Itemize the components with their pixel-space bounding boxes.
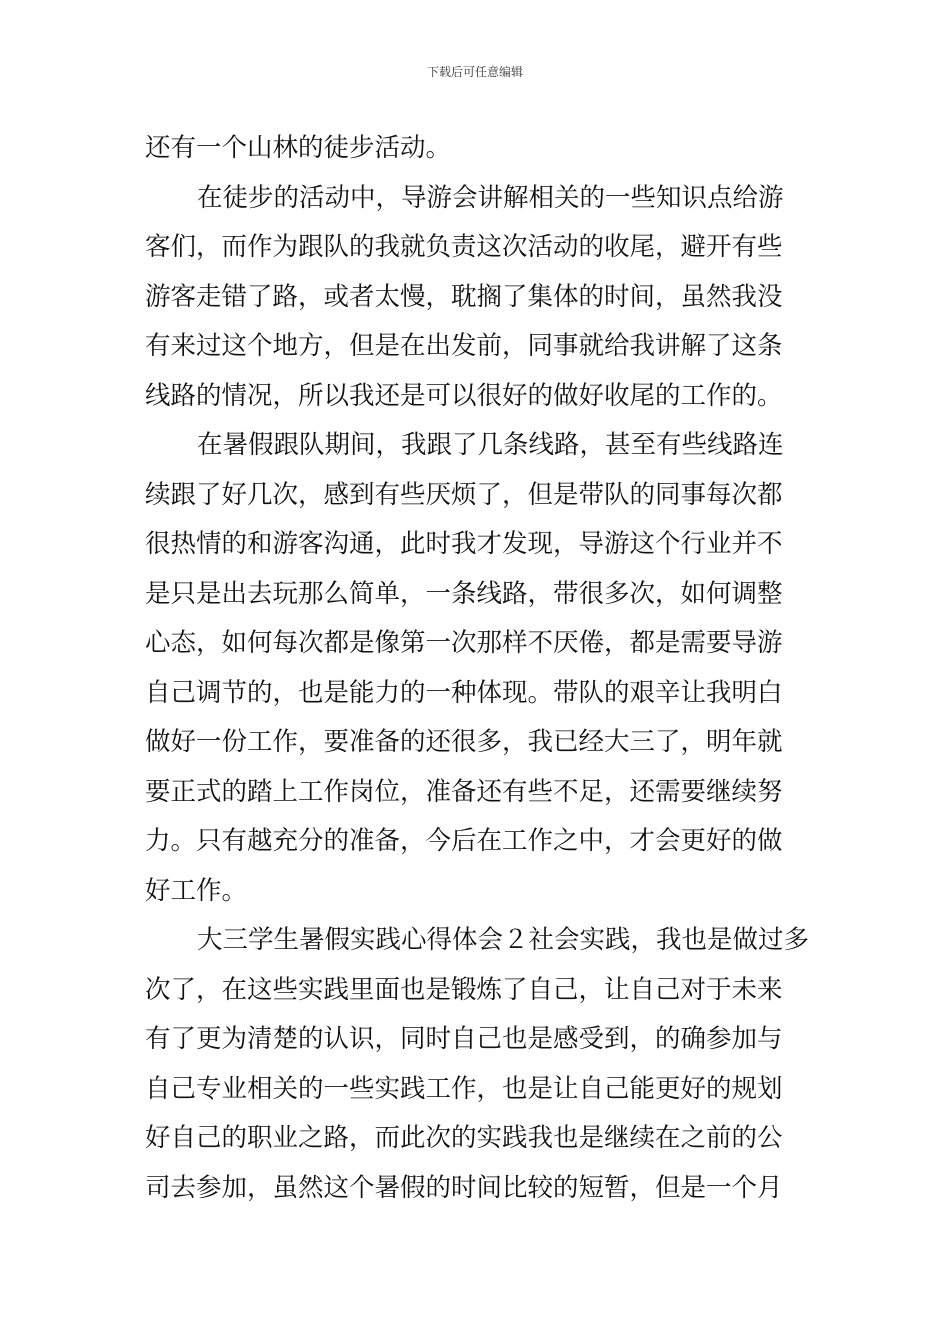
- text-line: 力。只有越充分的准备，今后在工作之中，才会更好的做: [145, 826, 783, 856]
- text-line: 做好一份工作，要准备的还很多，我已经大三了，明年就: [145, 727, 783, 757]
- document-body: [145, 124, 810, 1213]
- text-line: 自己专业相关的一些实践工作，也是让自己能更好的规划: [145, 1073, 783, 1104]
- text-line: 好自己的职业之路，而此次的实践我也是继续在之前的公: [145, 1123, 783, 1153]
- text-line: 还有一个山林的徒步活动。: [145, 133, 452, 163]
- paragraph-first-line: 在暑假跟队期间，我跟了几条线路，甚至有些线路连: [197, 430, 784, 460]
- text-line: 线路的情况，所以我还是可以很好的做好收尾的工作的。: [145, 380, 783, 411]
- text-line: 司去参加，虽然这个暑假的时间比较的短暂，但是一个月: [145, 1172, 783, 1203]
- text-line: 心态，如何每次都是像第一次那样不厌倦，都是需要导游: [145, 628, 783, 658]
- text-line: 续跟了好几次，感到有些厌烦了，但是带队的同事每次都: [145, 479, 783, 510]
- text-line: 游客走错了路，或者太慢，耽搁了集体的时间，虽然我没: [145, 281, 783, 312]
- text-line: 要正式的踏上工作岗位，准备还有些不足，还需要继续努: [145, 776, 783, 807]
- text-line: 很热情的和游客沟通，此时我才发现，导游这个行业并不: [145, 529, 783, 559]
- text-line: 是只是出去玩那么简单，一条线路，带很多次，如何调整: [145, 578, 783, 609]
- paragraph-first-line: 在徒步的活动中，导游会讲解相关的一些知识点给游: [197, 182, 784, 213]
- page-header: 下载后可任意编辑: [426, 65, 523, 79]
- paragraph-first-line: 大三学生暑假实践心得体会２社会实践，我也是做过多: [197, 925, 810, 955]
- text-line: 有来过这个地方，但是在出发前，同事就给我讲解了这条: [145, 331, 783, 361]
- text-line: 好工作。: [145, 875, 248, 906]
- text-line: 自己调节的，也是能力的一种体现。带队的艰辛让我明白: [145, 677, 783, 708]
- text-line: 客们，而作为跟队的我就负责这次活动的收尾，避开有些: [145, 232, 783, 262]
- text-line: 有了更为清楚的认识，同时自己也是感受到，的确参加与: [145, 1024, 783, 1054]
- text-line: 次了，在这些实践里面也是锻炼了自己，让自己对于未来: [145, 974, 783, 1005]
